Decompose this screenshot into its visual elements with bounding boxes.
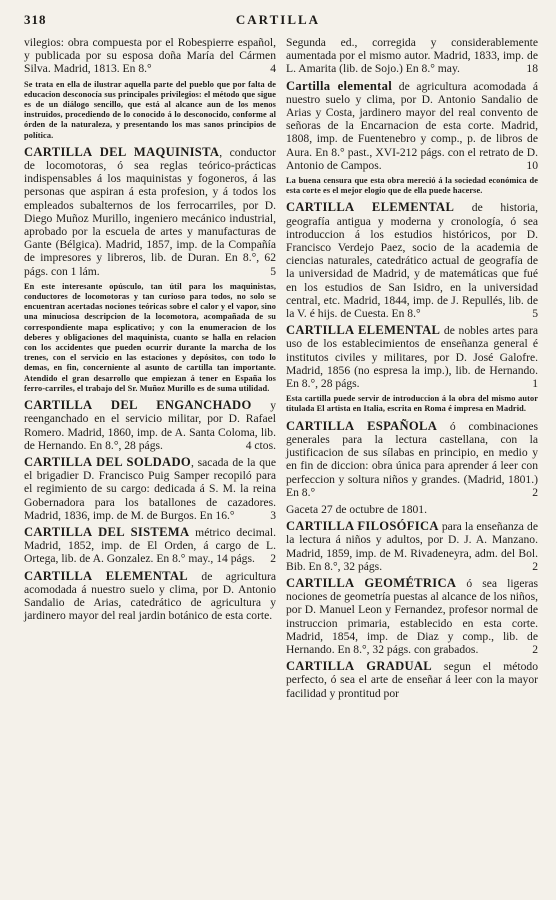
entry-text: , sacada de la que el brigadier D. Francisco Puig Samper recopiló para el regimiento de su cargo: dedicada á S. M. la reina Gobernadora para los batallones de cazadores. Madrid, 1836, imp. de M. de Burgos. En 16.° [24,455,276,522]
entry-note: Esta cartilla puede servir de introduccion á la obra del mismo autor titulada El artista en Italia, escrita en Roma é impresa en Madrid. [286,394,538,414]
entry-text: para la enseñanza de la lectura á niños y adultos, por D. J. A. Manzano. Madrid, 1859, imp. de M. Rivadeneyra, adm. del Bol. Bib. En 8.°, 32 págs. [286,520,538,573]
entry-price: 2 [532,485,538,499]
entry-price: 5 [532,307,538,321]
bibliography-entry [286,80,538,172]
entry-headword: CARTILLA ELEMENTAL [24,568,188,583]
bibliography-entry [286,201,538,320]
entry-price: 4 ctos. [245,438,276,452]
bibliography-entry [24,399,276,452]
entry-price: 2 [270,552,276,566]
entry-headword: CARTILLA DEL MAQUINISTA [24,144,220,159]
bibliography-entry [286,420,538,499]
bibliography-entry [24,456,276,522]
entry-headword: CARTILLA ELEMENTAL [286,323,441,338]
bibliography-entry [286,577,538,656]
entry-headword: CARTILLA ELEMENTAL [286,200,455,215]
entry-headword: CARTILLA DEL SISTEMA [24,524,190,539]
entry-headword: CARTILLA GEOMÉTRICA [286,575,457,590]
page-header [24,12,532,32]
bibliography-entry [24,570,276,623]
bibliography-entry [286,36,538,76]
entry-price: 1 [532,377,538,391]
entry-text: de nobles artes para uso de los establecimientos de enseñanza general é institutos civiles y militares, por D. José Galofre. Madrid, 1856 (no espresa la imp.), lib. de Hernando. En 8.°, 28 págs. [286,324,538,391]
right-column [286,36,538,704]
entry-text: vilegios: obra compuesta por el Robespierre español, y publicada por su esposa doña María del Cármen Silva. Madrid, 1813. En 8.° [24,36,276,76]
entry-note: En este interesante opúsculo, tan útil para los maquinistas, conductores de locomotoras y tan curioso para todos, no solo se encuentran acertadas nociones teóricas sobre el calor y el vapor, sino una minuciosa descripcion de la locomotora, acompañada de su correspondiente mapa esplicativo; y con la enumeracion de los deberes y obligaciones del maquinista, cuanto se halla en relacion con los accidentes que pueden ocurrir durante la marcha de los trenes, con el servicio en las estaciones y depósitos, con todo lo demas, en fin, concerniente al asunto de cartilla tan importante. Atendido el gran desarrollo que empiezan á tener en España los ferro-carriles, el trabajo del Sr. Muñoz Murillo es de suma utilidad. [24,281,276,393]
entry-headword: CARTILLA FILOSÓFICA [286,519,439,534]
source-citation: Gaceta 27 de octubre de 1801. [286,502,427,516]
entry-price: 5 [270,264,276,278]
page-number: 318 [24,12,47,27]
bibliography-entry [286,520,538,573]
entry-price: 2 [532,559,538,573]
entry-text: de agricultura acomodada á nuestro suelo y clima, por D. Antonio Sandalio de Arias y Costa, jardinero mayor del real convento de señoras de la Encarnacion de esta corte. Madrid, 1808, imp. de Fuentenebro y comp., p. de libros de Aura. En 8.° past., XVI-212 págs. con el retrato de D. Antonio de Campos. [286,79,538,172]
entry-price: 4 [270,62,276,76]
entry-headword: CARTILLA DEL SOLDADO [24,454,191,469]
entry-note: La buena censura que esta obra mereció á la sociedad económica de esta corte es el mejor elogio que de ella puede hacerse. [286,176,538,196]
entry-text: ó sea ligeras nociones de geometría puestas al alcance de los niños, por D. Manuel Leon y Fernandez, profesor normal de instruccion primaria, establecido en esta corte. Madrid, 1854, imp. de Diaz y comp., lib. de Hernando. En 8.°, 32 págs. con grabados. [286,576,538,656]
entry-price: 3 [270,508,276,522]
entry-text: ó combinaciones generales para la lectura castellana, con la justificacion de sus sílabas en principio, en medio y en fin de diccion: obra única para aprender á leer con perfeccion y soltura niños y grandes. (Madrid, 1801.) En 8.° [286,419,538,499]
bibliography-entry [24,36,276,76]
entry-text: y reenganchado en el servicio militar, por D. Rafael Romero. Madrid, 1860, imp. de A. Santa Coloma, lib. de Hernando. En 8.°, 28 págs. [24,399,276,452]
bibliography-entry [286,660,538,700]
entry-headword: Cartilla elemental [286,78,393,93]
running-title: CARTILLA [235,12,321,27]
entry-price: 10 [526,158,538,172]
bibliography-entry [286,324,538,390]
entry-text: métrico decimal. Madrid, 1852, imp. de El Orden, á cargo de L. Ortega, lib. de A. Gonzalez. En 8.° may., 14 págs. [24,525,276,566]
entry-headword: CARTILLA GRADUAL [286,659,432,674]
entry-price: 2 [532,642,538,656]
entry-headword: CARTILLA ESPAÑOLA [286,418,438,433]
bibliography-entry [24,146,276,278]
bibliography-entry [24,526,276,566]
entry-headword: CARTILLA DEL ENGANCHADO [24,398,252,413]
entry-text: segun el método perfecto, ó sea el arte de enseñar á leer con la mayor facilidad y prontitud por [286,660,538,700]
entry-text: , conductor de locomotoras, ó sea reglas teórico-prácticas indispensables á los maquinistas y fogoneros, á las personas que aspiran á esta profesion, y á todos los empleados subalternos de los ferrocarriles, por D. Diego Muñoz Murillo, ingeniero mecánico industrial, aprobado por la escuela de artes y manufacturas de Gante (Bélgica). Madrid, 1857, imp. de la Compañía de impresores y libreros, lib. de Duran. En 8.°, 62 págs. con 1 lám. [24,145,276,278]
entry-text: de historia, geografía antigua y moderna y cronología, ó sea introduccion á los estudios históricos, por D. Francisco Verdejo Paez, socio de la academia de ciencias naturales, catedrático actual de geografía de la universidad de Madrid, y de matemáticas que fué en los estudios de San Isidro, en la universidad central, etc. Madrid, 1844, imp. de J. Repullés, lib. de la V. é hijs. de Cuesta. En 8.° [286,201,538,321]
entry-price: 18 [526,62,538,76]
entry-text: de agricultura acomodada á nuestro suelo y clima, por D. Antonio Sandalio de Arias, catedrático de agricultura y jardinero mayor del real jardin botánico de esta corte. [24,569,276,623]
left-column [24,36,276,626]
entry-note: Se trata en ella de ilustrar aquella parte del pueblo que por falta de educacion desconocía sus principales privilegios: el método que sigue es de un diálogo sencillo, que está al alcance aun de los menos instruidos, procediendo de lo conocido á lo desconocido, conforme al órden de la naturaleza, y presentando los mas sanos principios de política. [24,79,276,140]
entry-text: Segunda ed., corregida y considerablemente aumentada por el mismo autor. Madrid, 1833, imp. de L. Amarita (lib. de Sojo.) En 8.° may. [286,36,538,76]
